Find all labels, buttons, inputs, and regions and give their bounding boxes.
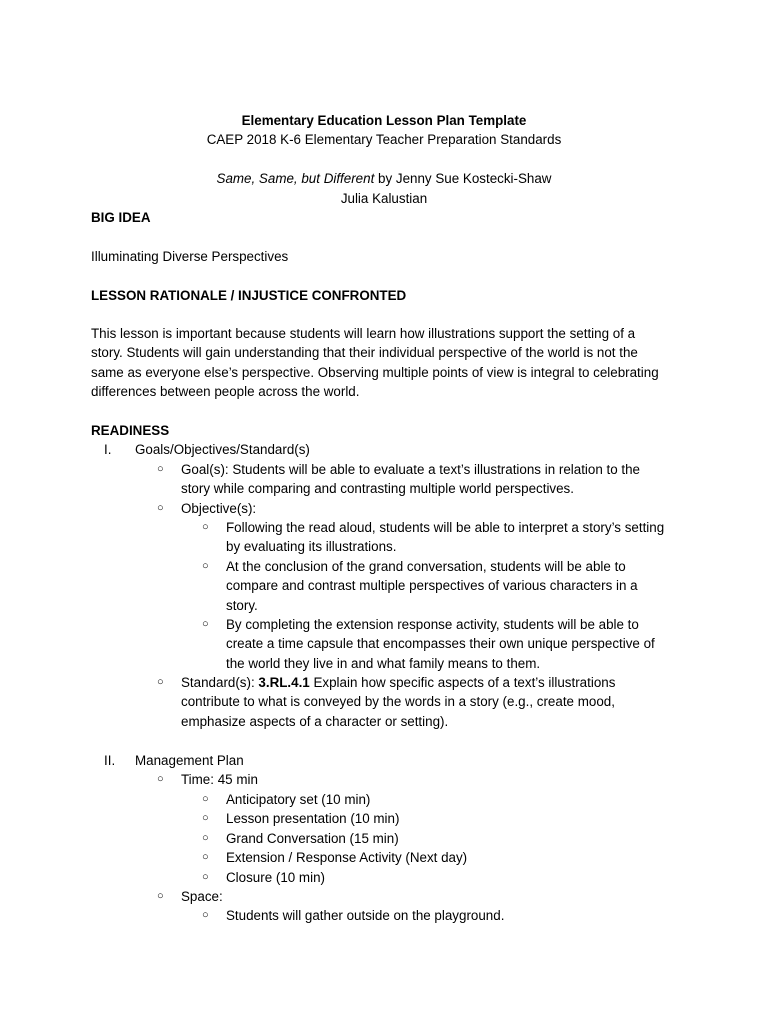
space-item: Students will gather outside on the playground.: [226, 908, 505, 923]
goal-item: [181, 460, 681, 499]
document-subtitle: CAEP 2018 K-6 Elementary Teacher Preparation Standards: [206, 132, 562, 148]
time-item: Extension / Response Activity (Next day): [226, 850, 468, 865]
section-label: Goals/Objectives/Standard(s): [135, 442, 310, 457]
space-label: Space:: [181, 889, 223, 904]
time-item: Closure (10 min): [226, 870, 325, 885]
standard-line: emphasize aspects of a character or setting).: [181, 713, 449, 729]
objective-line: story.: [226, 597, 258, 613]
document-header: [0, 111, 768, 208]
book-line: [0, 169, 768, 188]
rationale-heading: LESSON RATIONALE / INJUSTICE CONFRONTED: [91, 288, 407, 303]
bullet-icon: ○: [157, 502, 164, 514]
bullet-icon: ○: [202, 832, 209, 844]
objective-line: At the conclusion of the grand conversation, students will be able to: [226, 559, 626, 574]
bullet-icon: ○: [202, 618, 209, 630]
book-title: Same, Same, but Different: [216, 171, 375, 187]
bullet-icon: ○: [157, 463, 164, 475]
objective-item: [226, 557, 686, 615]
standard-item: [181, 673, 681, 731]
goal-line: story while comparing and contrasting multiple world perspectives.: [181, 481, 574, 497]
objective-item: [226, 518, 686, 557]
rationale-line: story. Students will gain understanding that their individual perspective of the world is not the: [91, 345, 638, 361]
bullet-icon: ○: [157, 890, 164, 902]
readiness-heading: READINESS: [91, 423, 170, 438]
big-idea-heading: BIG IDEA: [91, 210, 151, 225]
big-idea-text: Illuminating Diverse Perspectives: [91, 249, 289, 264]
bullet-icon: ○: [202, 812, 209, 824]
bullet-icon: ○: [202, 560, 209, 572]
objective-line: Following the read aloud, students will be able to interpret a story’s setting: [226, 520, 665, 535]
rationale-line: same as everyone else’s perspective. Observing multiple points of view is integral to celebrating: [91, 364, 659, 380]
rationale-line: This lesson is important because students will learn how illustrations support the setting of a: [91, 326, 636, 341]
bullet-icon: ○: [202, 851, 209, 863]
objective-line: by evaluating its illustrations.: [226, 539, 397, 555]
rationale-line: differences between people across the world.: [91, 384, 360, 400]
bullet-icon: ○: [202, 793, 209, 805]
objective-line: By completing the extension response activity, students will be able to: [226, 617, 639, 632]
time-item: Lesson presentation (10 min): [226, 811, 400, 826]
book-author: by Jenny Sue Kostecki-Shaw: [374, 171, 552, 187]
standard-line: [181, 673, 681, 692]
section-label: Management Plan: [135, 753, 244, 768]
standard-line: contribute to what is conveyed by the words in a story (e.g., create mood,: [181, 694, 615, 710]
time-item: Grand Conversation (15 min): [226, 831, 399, 846]
bullet-icon: ○: [202, 909, 209, 921]
standard-text: Explain how specific aspects of a text’s illustrations: [309, 675, 616, 690]
bullet-icon: ○: [157, 773, 164, 785]
time-label: Time: 45 min: [181, 772, 258, 787]
objective-line: compare and contrast multiple perspectives of various characters in a: [226, 578, 638, 594]
bullet-icon: ○: [202, 871, 209, 883]
objectives-label: Objective(s):: [181, 501, 257, 516]
document-title: Elementary Education Lesson Plan Template: [241, 113, 527, 128]
bullet-icon: ○: [157, 676, 164, 688]
objective-line: create a time capsule that encompasses their own unique perspective of: [226, 636, 655, 652]
standard-prefix: Standard(s):: [181, 675, 259, 690]
standard-code: 3.RL.4.1: [258, 675, 310, 690]
bullet-icon: ○: [202, 521, 209, 533]
time-item: Anticipatory set (10 min): [226, 792, 371, 807]
section-numeral: II.: [104, 753, 116, 768]
rationale-paragraph: [91, 324, 691, 402]
objective-item: [226, 615, 686, 673]
goal-line: Goal(s): Students will be able to evaluate a text’s illustrations in relation to the: [181, 462, 641, 477]
objective-line: the world they live in and what family means to them.: [226, 655, 541, 671]
presenter-name: Julia Kalustian: [340, 190, 428, 206]
section-numeral: I.: [104, 442, 112, 457]
